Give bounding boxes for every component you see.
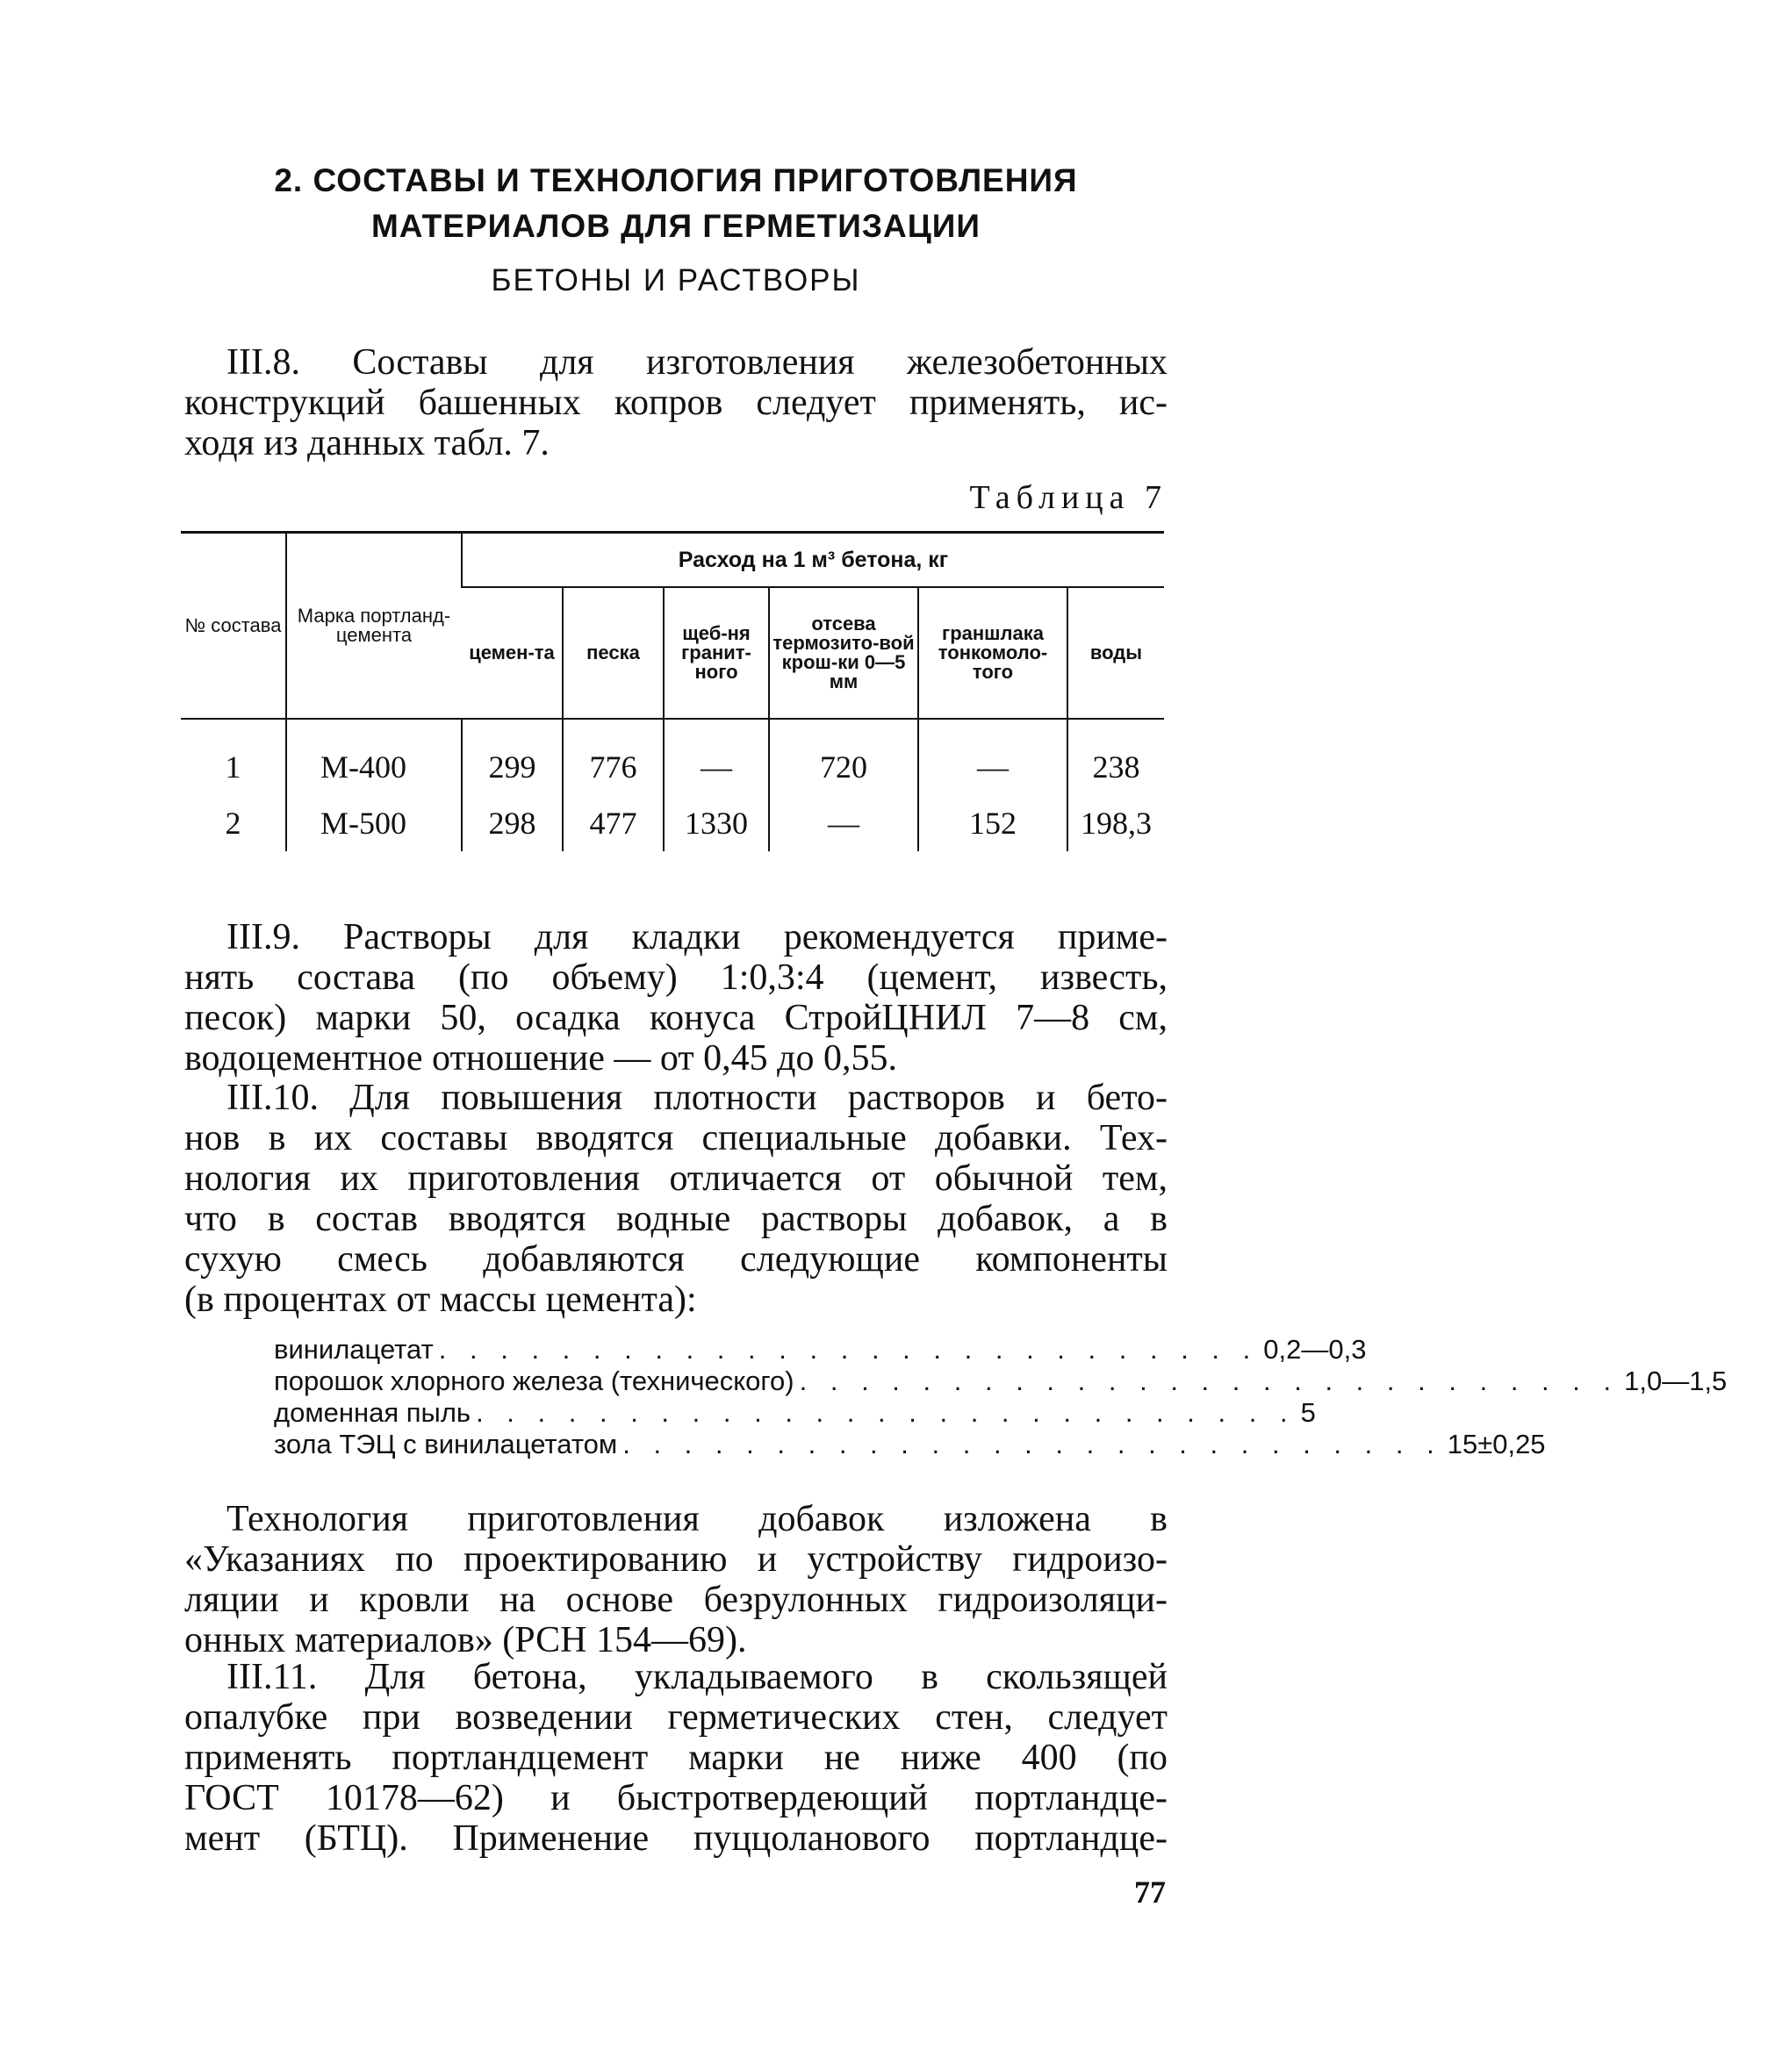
table-cell: М-500	[286, 795, 462, 851]
list-item	[274, 1429, 1546, 1460]
table-cell: 1	[225, 749, 241, 785]
additive-value: 1,0—1,5	[1624, 1366, 1728, 1396]
text-line: мент (БТЦ). Применение пуццоланового портландце-	[184, 1818, 1168, 1859]
text-line: ходя из данных табл. 7.	[184, 423, 550, 463]
paragraph-iii-9	[184, 917, 1168, 1079]
table-cell: 299	[462, 719, 563, 795]
paragraph-iii-8	[184, 342, 1168, 463]
text-line: ГОСТ 10178—62) и быстротвердеющий портландце-	[184, 1778, 1168, 1818]
table-cell: 298	[462, 795, 563, 851]
column-header-water: воды	[1067, 587, 1164, 719]
text-line: нология их приготовления отличается от обычной тем,	[184, 1158, 1168, 1199]
text-line: III.8. Составы для изготовления железобетонных	[226, 342, 1168, 383]
table-cell: —	[918, 719, 1067, 795]
paragraph-technology	[184, 1499, 1168, 1660]
table-cell: 198,3	[1067, 795, 1164, 851]
table-cell: 776	[563, 719, 664, 795]
table-row	[181, 719, 1164, 795]
text-line: водоцементное отношение — от 0,45 до 0,55.	[184, 1038, 898, 1079]
text-line: Технология приготовления добавок изложена в	[226, 1499, 1168, 1539]
table-cell: М-400	[286, 719, 462, 795]
text-line: (в процентах от массы цемента):	[184, 1280, 697, 1320]
section-subtitle: БЕТОНЫ И РАСТВОРЫ	[491, 263, 861, 298]
page-number: 77	[1134, 1875, 1166, 1910]
leader-dots: . . . . . . . . . . . . . . . . . . . . . . . . . . .	[799, 1366, 1620, 1396]
text-line: что в состав вводятся водные растворы добавок, а в	[184, 1199, 1168, 1239]
table-cell: —	[769, 795, 918, 851]
table-row	[181, 795, 1164, 851]
table-cell: 1330	[664, 795, 769, 851]
column-header-sand: песка	[563, 587, 664, 719]
text-line: применять портландцемент марки не ниже 400 (по	[184, 1738, 1168, 1778]
additive-value: 15±0,25	[1447, 1429, 1546, 1459]
list-item	[274, 1366, 1728, 1397]
table-caption: Таблица 7	[969, 479, 1168, 516]
data-table	[181, 531, 1164, 851]
table-cell: 720	[769, 719, 918, 795]
leader-dots: . . . . . . . . . . . . . . . . . . . . . . . . . . .	[622, 1429, 1442, 1459]
column-group-header: Расход на 1 м³ бетона, кг	[462, 533, 1164, 588]
text-line: III.9. Растворы для кладки рекомендуется приме-	[226, 917, 1168, 957]
additive-name: зола ТЭЦ с винилацетатом	[274, 1429, 618, 1459]
section-title-line-1: 2. СОСТАВЫ И ТЕХНОЛОГИЯ ПРИГОТОВЛЕНИЯ	[274, 162, 1078, 198]
table-cell: —	[664, 719, 769, 795]
table-cell: 2	[225, 806, 241, 841]
column-header-granite-gravel: щеб-ня гранит-ного	[664, 587, 769, 719]
text-line: III.11. Для бетона, укладываемого в скользящей	[226, 1657, 1168, 1697]
text-line: онных материалов» (РСН 154—69).	[184, 1620, 747, 1660]
text-line: нов в их составы вводятся специальные добавки. Тех-	[184, 1118, 1168, 1158]
table-cell: 477	[563, 795, 664, 851]
paragraph-iii-11	[184, 1657, 1168, 1859]
paragraph-iii-10	[184, 1078, 1168, 1320]
column-header-slag: граншлака тонкомоло-того	[918, 587, 1067, 719]
text-line: ляции и кровли на основе безрулонных гидроизоляци-	[184, 1580, 1168, 1620]
additive-value: 0,2—0,3	[1263, 1334, 1367, 1365]
table-cell: 238	[1067, 719, 1164, 795]
additive-name: винилацетат	[274, 1334, 434, 1365]
table-cell: 152	[918, 795, 1067, 851]
list-item	[274, 1334, 1367, 1366]
column-header-number: № состава	[181, 533, 286, 720]
section-title	[184, 158, 1168, 249]
text-line: конструкций башенных копров следует применять, ис-	[184, 383, 1168, 423]
additives-list	[274, 1334, 1728, 1460]
column-header-cement-brand: Марка портланд-цемента	[286, 533, 462, 720]
text-line: сухую смесь добавляются следующие компоненты	[184, 1239, 1168, 1280]
list-item	[274, 1397, 1316, 1429]
additive-name: доменная пыль	[274, 1397, 471, 1428]
column-header-cement: цемен-та	[462, 587, 563, 719]
text-line: III.10. Для повышения плотности растворов и бето-	[226, 1078, 1168, 1118]
leader-dots: . . . . . . . . . . . . . . . . . . . . . . . . . . .	[476, 1397, 1296, 1428]
text-line: песок) марки 50, осадка конуса СтройЦНИЛ 7—8 см,	[184, 998, 1168, 1038]
additive-value: 5	[1300, 1397, 1316, 1428]
column-header-thermosite-screening: отсева термозито-вой крош-ки 0—5 мм	[769, 587, 918, 719]
leader-dots: . . . . . . . . . . . . . . . . . . . . . . . . . . .	[438, 1334, 1259, 1365]
additive-name: порошок хлорного железа (технического)	[274, 1366, 794, 1396]
text-line: опалубке при возведении герметических стен, следует	[184, 1697, 1168, 1738]
text-line: нять состава (по объему) 1:0,3:4 (цемент, известь,	[184, 957, 1168, 998]
text-line: «Указаниях по проектированию и устройству гидроизо-	[184, 1539, 1168, 1580]
section-title-line-2: МАТЕРИАЛОВ ДЛЯ ГЕРМЕТИЗАЦИИ	[370, 208, 981, 244]
